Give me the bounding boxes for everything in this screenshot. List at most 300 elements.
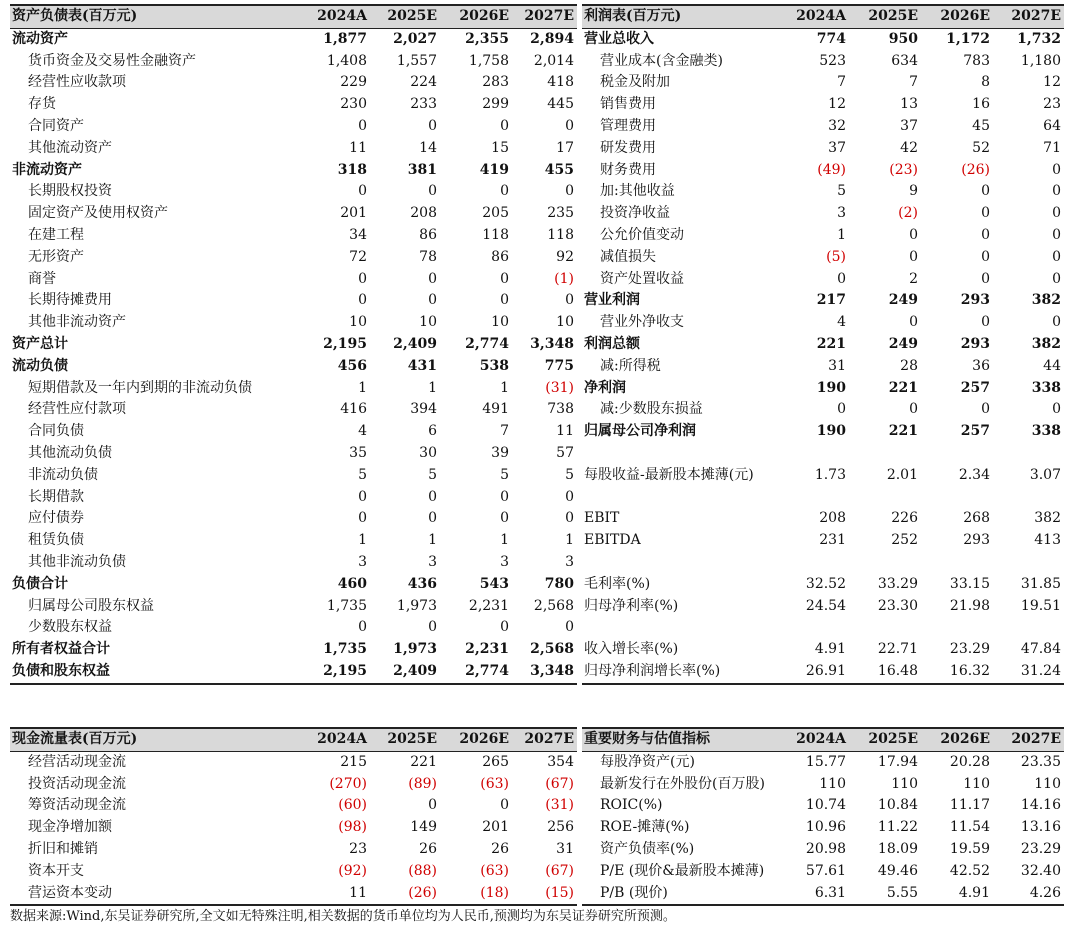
- income-statement-cell: 0: [1052, 161, 1061, 178]
- balance-sheet-cell: 1,758: [468, 52, 509, 69]
- balance-sheet-row-label: 少数股东权益: [28, 619, 112, 636]
- income-statement-row-label: 公允价值变动: [600, 226, 684, 243]
- income-statement-row: [582, 378, 1064, 400]
- balance-sheet-cell: 0: [358, 292, 367, 309]
- balance-sheet-cell: 0: [428, 488, 437, 505]
- balance-sheet-cell: 2,409: [393, 335, 437, 352]
- balance-sheet-row-label: 长期待摊费用: [28, 292, 112, 309]
- balance-sheet-cell: 3: [428, 553, 437, 570]
- key-metrics-cell: 14.16: [1020, 797, 1061, 814]
- cash-flow-row: [10, 861, 577, 883]
- balance-sheet-header-row: [10, 5, 577, 28]
- key-metrics-row-label: 最新发行在外股份(百万股): [600, 775, 765, 792]
- income-statement-cell: [849, 617, 921, 639]
- key-metrics-year-header: 2024A: [782, 728, 849, 751]
- income-statement-header-row: [582, 5, 1064, 28]
- balance-sheet-cell: 39: [491, 444, 509, 461]
- income-statement-row: [582, 334, 1064, 356]
- income-statement-cell: [993, 487, 1064, 509]
- balance-sheet-cell: 224: [410, 74, 437, 91]
- balance-sheet-year-header: 2027E: [512, 5, 577, 28]
- income-statement-cell: [782, 617, 849, 639]
- cash-flow-row-label: 资本开支: [28, 862, 84, 879]
- balance-sheet-cell: 57: [556, 444, 574, 461]
- cash-flow-cell: (92): [338, 862, 367, 879]
- balance-sheet-cell: 35: [349, 444, 367, 461]
- key-metrics-year-header: 2025E: [849, 728, 921, 751]
- key-metrics-year-header: 2027E: [993, 728, 1064, 751]
- balance-sheet-cell: 775: [544, 357, 574, 374]
- income-statement-cell: 1.73: [814, 466, 846, 483]
- income-statement-cell: 64: [1043, 117, 1061, 134]
- income-statement-cell: 52: [972, 139, 990, 156]
- income-statement-cell: 33.29: [877, 575, 918, 592]
- balance-sheet-row: [10, 28, 577, 50]
- cash-flow-cell: 215: [340, 753, 367, 770]
- income-statement-cell: 217: [816, 292, 846, 309]
- balance-sheet-cell: 2,894: [530, 30, 574, 47]
- income-statement-row-label: 投资净收益: [600, 205, 670, 222]
- cash-flow-cell: 23: [349, 840, 367, 857]
- balance-sheet-cell: 5: [358, 466, 367, 483]
- income-statement-cell: 9: [909, 183, 918, 200]
- balance-sheet-cell: 2,774: [440, 661, 512, 684]
- income-statement-row-label: 税金及附加: [600, 74, 670, 91]
- income-statement-row-label: [582, 443, 782, 465]
- key-metrics-cell: 11.17: [949, 797, 990, 814]
- key-metrics-row: [582, 839, 1064, 861]
- income-statement-cell: 0: [1052, 226, 1061, 243]
- cash-flow-cell: 0: [428, 797, 437, 814]
- cash-flow-row: [10, 795, 577, 817]
- key-metrics-cell: 110: [1034, 775, 1061, 792]
- key-metrics-cell: 32.40: [1020, 862, 1061, 879]
- income-statement-row: [582, 552, 1064, 574]
- balance-sheet-cell: 0: [565, 292, 574, 309]
- key-metrics-row-label: 每股净资产(元): [600, 753, 695, 770]
- income-statement-cell: 0: [981, 314, 990, 331]
- balance-sheet-row: [10, 247, 577, 269]
- income-statement-cell: 7: [909, 74, 918, 91]
- balance-sheet-cell: 0: [428, 117, 437, 134]
- key-metrics-row: [582, 817, 1064, 839]
- key-metrics-row-label: 资产负债率(%): [600, 840, 695, 857]
- cash-flow-year-header: 2024A: [302, 728, 370, 751]
- income-statement-cell: 8: [981, 74, 990, 91]
- cash-flow-cell: 221: [410, 753, 437, 770]
- balance-sheet-cell: 1,877: [323, 30, 367, 47]
- balance-sheet-cell: 0: [500, 488, 509, 505]
- balance-sheet-cell: 0: [358, 270, 367, 287]
- income-statement-cell: 3.07: [1029, 466, 1061, 483]
- key-metrics-cell: 15.77: [805, 753, 846, 770]
- balance-sheet-cell: 1: [500, 532, 509, 549]
- income-statement-cell: 293: [960, 335, 990, 352]
- income-statement-cell: 774: [816, 30, 846, 47]
- income-statement-cell: 23: [1043, 96, 1061, 113]
- balance-sheet-cell: 118: [547, 226, 574, 243]
- balance-sheet-title: 资产负债表(百万元): [10, 5, 302, 28]
- income-statement-cell: [782, 552, 849, 574]
- balance-sheet-cell: 0: [500, 619, 509, 636]
- key-metrics-cell: 18.09: [877, 840, 918, 857]
- balance-sheet-row: [10, 617, 577, 639]
- income-statement-cell: 0: [837, 270, 846, 287]
- income-statement-row-label: 每股收益-最新股本摊薄(元): [584, 466, 754, 483]
- balance-sheet-row: [10, 225, 577, 247]
- key-metrics-cell: 49.46: [877, 862, 918, 879]
- income-statement-row: [582, 661, 1064, 684]
- balance-sheet-row: [10, 639, 577, 661]
- balance-sheet-cell: 0: [358, 488, 367, 505]
- balance-sheet-cell: 14: [419, 139, 437, 156]
- income-statement-cell: 24.54: [805, 597, 846, 614]
- income-statement-row: [582, 94, 1064, 116]
- balance-sheet-row-label: 负债合计: [12, 575, 68, 592]
- income-statement-cell: 231: [819, 532, 846, 549]
- income-statement-row: [582, 465, 1064, 487]
- balance-sheet-row: [10, 574, 577, 596]
- income-statement-row: [582, 574, 1064, 596]
- balance-sheet-cell: 2,231: [465, 641, 509, 658]
- balance-sheet-cell: 86: [491, 248, 509, 265]
- income-statement-row: [582, 225, 1064, 247]
- income-statement-row: [582, 312, 1064, 334]
- balance-sheet-cell: 1: [428, 379, 437, 396]
- source-footnote: 数据来源:Wind,东吴证券研究所,全文如无特殊注明,相关数据的货币单位均为人民币,预测均为东吴证券研究所预测。: [10, 909, 676, 924]
- balance-sheet-cell: 208: [410, 205, 437, 222]
- income-statement-cell: [921, 487, 993, 509]
- income-statement-cell: 0: [909, 314, 918, 331]
- balance-sheet-cell: 1,557: [396, 52, 437, 69]
- income-statement-row: [582, 443, 1064, 465]
- balance-sheet-row-label: 其他流动负债: [28, 444, 112, 461]
- balance-sheet-row-label: 非流动负债: [28, 466, 98, 483]
- income-statement-year-header: 2027E: [993, 5, 1064, 28]
- key-metrics-cell: 110: [891, 775, 918, 792]
- income-statement-cell: 0: [981, 248, 990, 265]
- balance-sheet-cell: 5: [500, 466, 509, 483]
- balance-sheet-row: [10, 116, 577, 138]
- key-metrics-cell: 10.96: [805, 819, 846, 836]
- income-statement-cell: 293: [960, 292, 990, 309]
- balance-sheet-cell: 1,735: [323, 641, 367, 658]
- income-statement-cell: 26.91: [782, 661, 849, 684]
- balance-sheet-cell: 2,195: [323, 335, 367, 352]
- balance-sheet-cell: 0: [500, 510, 509, 527]
- income-statement-cell: 0: [1052, 270, 1061, 287]
- income-statement-row-label: 减:所得税: [600, 357, 661, 374]
- balance-sheet-cell: 3: [358, 553, 367, 570]
- balance-sheet-row: [10, 334, 577, 356]
- income-statement-cell: 4.91: [814, 641, 846, 658]
- balance-sheet-row: [10, 181, 577, 203]
- income-statement-cell: 71: [1043, 139, 1061, 156]
- income-statement-cell: [993, 443, 1064, 465]
- cash-flow-cell: (26): [370, 883, 440, 906]
- balance-sheet-row: [10, 290, 577, 312]
- cash-flow-cell: 0: [500, 797, 509, 814]
- income-statement-cell: 13: [900, 96, 918, 113]
- income-statement-cell: 42: [900, 139, 918, 156]
- key-metrics-cell: 6.31: [782, 883, 849, 906]
- balance-sheet-cell: 5: [428, 466, 437, 483]
- cash-flow-table: [10, 727, 577, 906]
- income-statement-cell: 33.15: [949, 575, 990, 592]
- income-statement-cell: 19.51: [1020, 597, 1061, 614]
- cash-flow-cell: 11: [302, 883, 370, 906]
- balance-sheet-row-label: 无形资产: [28, 248, 84, 265]
- balance-sheet-row-label: 租赁负债: [28, 532, 84, 549]
- income-statement-cell: 2: [909, 270, 918, 287]
- balance-sheet-row: [10, 552, 577, 574]
- balance-sheet-row-label: 货币资金及交易性金融资产: [28, 52, 196, 69]
- balance-sheet-cell: 0: [565, 510, 574, 527]
- income-statement-cell: 249: [888, 292, 918, 309]
- balance-sheet-row: [10, 72, 577, 94]
- balance-sheet-row: [10, 596, 577, 618]
- balance-sheet-cell: 1: [500, 379, 509, 396]
- balance-sheet-cell: 11: [349, 139, 367, 156]
- income-statement-row: [582, 290, 1064, 312]
- balance-sheet-table-block: [10, 4, 577, 685]
- key-metrics-cell: 19.59: [949, 840, 990, 857]
- income-statement-cell: 1,732: [1017, 30, 1061, 47]
- income-statement-cell: 0: [981, 183, 990, 200]
- income-statement-cell: 268: [963, 510, 990, 527]
- income-statement-cell: 45: [972, 117, 990, 134]
- balance-sheet-cell: 0: [565, 183, 574, 200]
- income-statement-cell: 32: [828, 117, 846, 134]
- income-statement-row: [582, 247, 1064, 269]
- balance-sheet-cell: 10: [556, 314, 574, 331]
- income-statement-row-label: 减:少数股东损益: [600, 401, 703, 418]
- income-statement-cell: 23.30: [877, 597, 918, 614]
- balance-sheet-cell: 2,195: [302, 661, 370, 684]
- cash-flow-year-header: 2025E: [370, 728, 440, 751]
- income-statement-cell: [849, 552, 921, 574]
- balance-sheet-row-label: 归属母公司股东权益: [28, 597, 154, 614]
- cash-flow-row: [10, 883, 577, 906]
- balance-sheet-cell: 3,348: [530, 335, 574, 352]
- balance-sheet-cell: 419: [479, 161, 509, 178]
- balance-sheet-row-label: 流动资产: [12, 30, 68, 47]
- balance-sheet-cell: 0: [500, 292, 509, 309]
- balance-sheet-cell: 1: [428, 532, 437, 549]
- income-statement-row-label: 营业成本(含金融类): [600, 52, 723, 69]
- balance-sheet-cell: 436: [407, 575, 437, 592]
- balance-sheet-cell: 205: [482, 205, 509, 222]
- balance-sheet-cell: 460: [337, 575, 367, 592]
- income-statement-row-label: 资产处置收益: [600, 270, 684, 287]
- income-statement-row-label: 营业总收入: [584, 30, 654, 47]
- income-statement-cell: 12: [828, 96, 846, 113]
- income-statement-cell: 338: [1031, 379, 1061, 396]
- key-metrics-cell: 4.91: [921, 883, 993, 906]
- balance-sheet-cell: 11: [556, 423, 574, 440]
- balance-sheet-row: [10, 378, 577, 400]
- income-statement-cell: 37: [828, 139, 846, 156]
- income-statement-cell: 4: [837, 314, 846, 331]
- balance-sheet-row-label: 经营性应收款项: [28, 74, 126, 91]
- income-statement-row-label: 加:其他收益: [600, 183, 675, 200]
- income-statement-cell: 382: [1031, 335, 1061, 352]
- balance-sheet-row: [10, 443, 577, 465]
- income-statement-cell: (2): [898, 205, 918, 222]
- income-statement-cell: 950: [888, 30, 918, 47]
- balance-sheet-cell: 0: [428, 270, 437, 287]
- income-statement-cell: [921, 552, 993, 574]
- income-statement-cell: 1,180: [1020, 52, 1061, 69]
- income-statement-cell: 221: [888, 379, 918, 396]
- balance-sheet-cell: 2,409: [370, 661, 440, 684]
- balance-sheet-row-label: 所有者权益合计: [12, 641, 110, 658]
- balance-sheet-cell: 1,973: [393, 641, 437, 658]
- balance-sheet-row-label: 长期股权投资: [28, 183, 112, 200]
- income-statement-cell: 0: [1052, 314, 1061, 331]
- income-statement-row-label: [582, 617, 782, 639]
- cash-flow-row: [10, 774, 577, 796]
- key-metrics-cell: 10.84: [877, 797, 918, 814]
- balance-sheet-cell: 4: [358, 423, 367, 440]
- balance-sheet-cell: 0: [358, 619, 367, 636]
- balance-sheet-row-label: 经营性应付款项: [28, 401, 126, 418]
- income-statement-row-label: 归母净利润增长率(%): [582, 661, 782, 684]
- cash-flow-cell: (60): [338, 797, 367, 814]
- income-statement-cell: 2.01: [886, 466, 918, 483]
- income-statement-cell: 0: [909, 248, 918, 265]
- key-metrics-row: [582, 795, 1064, 817]
- cash-flow-cell: (88): [408, 862, 437, 879]
- balance-sheet-row-label: 商誉: [28, 270, 56, 287]
- balance-sheet-row: [10, 51, 577, 73]
- income-statement-row-label: 归母净利率(%): [584, 597, 679, 614]
- balance-sheet-row: [10, 465, 577, 487]
- income-statement-row-label: 收入增长率(%): [584, 641, 679, 658]
- income-statement-row-label: 管理费用: [600, 117, 656, 134]
- income-statement-cell: 208: [819, 510, 846, 527]
- income-statement-cell: 0: [981, 226, 990, 243]
- income-statement-cell: 37: [900, 117, 918, 134]
- income-statement-row: [582, 639, 1064, 661]
- income-statement-cell: 21.98: [949, 597, 990, 614]
- balance-sheet-cell: 10: [491, 314, 509, 331]
- income-statement-row-label: 财务费用: [600, 161, 656, 178]
- cash-flow-cell: (18): [440, 883, 512, 906]
- income-statement-table-block: [582, 4, 1064, 685]
- balance-sheet-cell: 0: [500, 117, 509, 134]
- cash-flow-cell: 26: [419, 840, 437, 857]
- balance-sheet-cell: 229: [340, 74, 367, 91]
- cash-flow-cell: (63): [480, 862, 509, 879]
- cash-flow-cell: (98): [338, 819, 367, 836]
- balance-sheet-cell: 0: [565, 117, 574, 134]
- income-statement-row: [582, 487, 1064, 509]
- balance-sheet-cell: 17: [556, 139, 574, 156]
- balance-sheet-cell: 0: [428, 619, 437, 636]
- balance-sheet-cell: 78: [419, 248, 437, 265]
- income-statement-cell: 783: [963, 52, 990, 69]
- cash-flow-cell: 31: [556, 840, 574, 857]
- cash-flow-cell: 149: [410, 819, 437, 836]
- cash-flow-row-label: 经营活动现金流: [28, 753, 126, 770]
- income-statement-year-header: 2025E: [849, 5, 921, 28]
- balance-sheet-cell: 118: [482, 226, 509, 243]
- balance-sheet-cell: 3,348: [512, 661, 577, 684]
- income-statement-row: [582, 617, 1064, 639]
- balance-sheet-row-label: 其他非流动负债: [28, 553, 126, 570]
- balance-sheet-cell: 0: [428, 183, 437, 200]
- income-statement-row: [582, 181, 1064, 203]
- income-statement-row-label: 毛利率(%): [584, 575, 651, 592]
- balance-sheet-cell: 2,774: [465, 335, 509, 352]
- cash-flow-cell: 256: [547, 819, 574, 836]
- income-statement-cell: 338: [1031, 423, 1061, 440]
- balance-sheet-cell: 0: [565, 619, 574, 636]
- balance-sheet-row-label: 其他流动资产: [28, 139, 112, 156]
- balance-sheet-cell: 1,973: [396, 597, 437, 614]
- balance-sheet-cell: 34: [349, 226, 367, 243]
- key-metrics-cell: 11.54: [949, 819, 990, 836]
- income-statement-table: [582, 4, 1064, 685]
- income-statement-year-header: 2026E: [921, 5, 993, 28]
- cash-flow-cell: (15): [512, 883, 577, 906]
- income-statement-row: [582, 399, 1064, 421]
- income-statement-cell: 523: [819, 52, 846, 69]
- income-statement-row-label: 营业利润: [584, 292, 640, 309]
- income-statement-cell: 36: [972, 357, 990, 374]
- income-statement-cell: (23): [889, 161, 918, 178]
- balance-sheet-cell: 3: [565, 553, 574, 570]
- balance-sheet-row-label: 在建工程: [28, 226, 84, 243]
- balance-sheet-row-label: 合同资产: [28, 117, 84, 134]
- income-statement-row: [582, 421, 1064, 443]
- income-statement-title: 利润表(百万元): [582, 5, 782, 28]
- balance-sheet-cell: 0: [358, 183, 367, 200]
- cash-flow-row: [10, 751, 577, 773]
- balance-sheet-cell: 72: [349, 248, 367, 265]
- balance-sheet-cell: 5: [565, 466, 574, 483]
- cash-flow-header-row: [10, 728, 577, 751]
- income-statement-cell: 31.24: [993, 661, 1064, 684]
- balance-sheet-cell: 2,027: [393, 30, 437, 47]
- cash-flow-row: [10, 817, 577, 839]
- balance-sheet-cell: 1,735: [326, 597, 367, 614]
- balance-sheet-cell: (31): [545, 379, 574, 396]
- balance-sheet-cell: 7: [500, 423, 509, 440]
- income-statement-cell: 3: [837, 205, 846, 222]
- balance-sheet-row-label: 资产总计: [12, 335, 68, 352]
- cash-flow-row-label: 营运资本变动: [10, 883, 302, 906]
- income-statement-cell: 31: [828, 357, 846, 374]
- income-statement-cell: 0: [1052, 183, 1061, 200]
- balance-sheet-cell: (1): [554, 270, 574, 287]
- cash-flow-year-header: 2027E: [512, 728, 577, 751]
- key-metrics-row: [582, 861, 1064, 883]
- income-statement-cell: 252: [891, 532, 918, 549]
- income-statement-cell: 190: [816, 379, 846, 396]
- balance-sheet-cell: 456: [337, 357, 367, 374]
- balance-sheet-cell: 6: [428, 423, 437, 440]
- balance-sheet-row: [10, 508, 577, 530]
- balance-sheet-cell: 1: [358, 379, 367, 396]
- key-metrics-cell: 23.35: [1020, 753, 1061, 770]
- income-statement-cell: 16.48: [849, 661, 921, 684]
- income-statement-cell: 2.34: [958, 466, 990, 483]
- balance-sheet-row-label: 合同负债: [28, 423, 84, 440]
- income-statement-cell: [993, 552, 1064, 574]
- income-statement-row: [582, 160, 1064, 182]
